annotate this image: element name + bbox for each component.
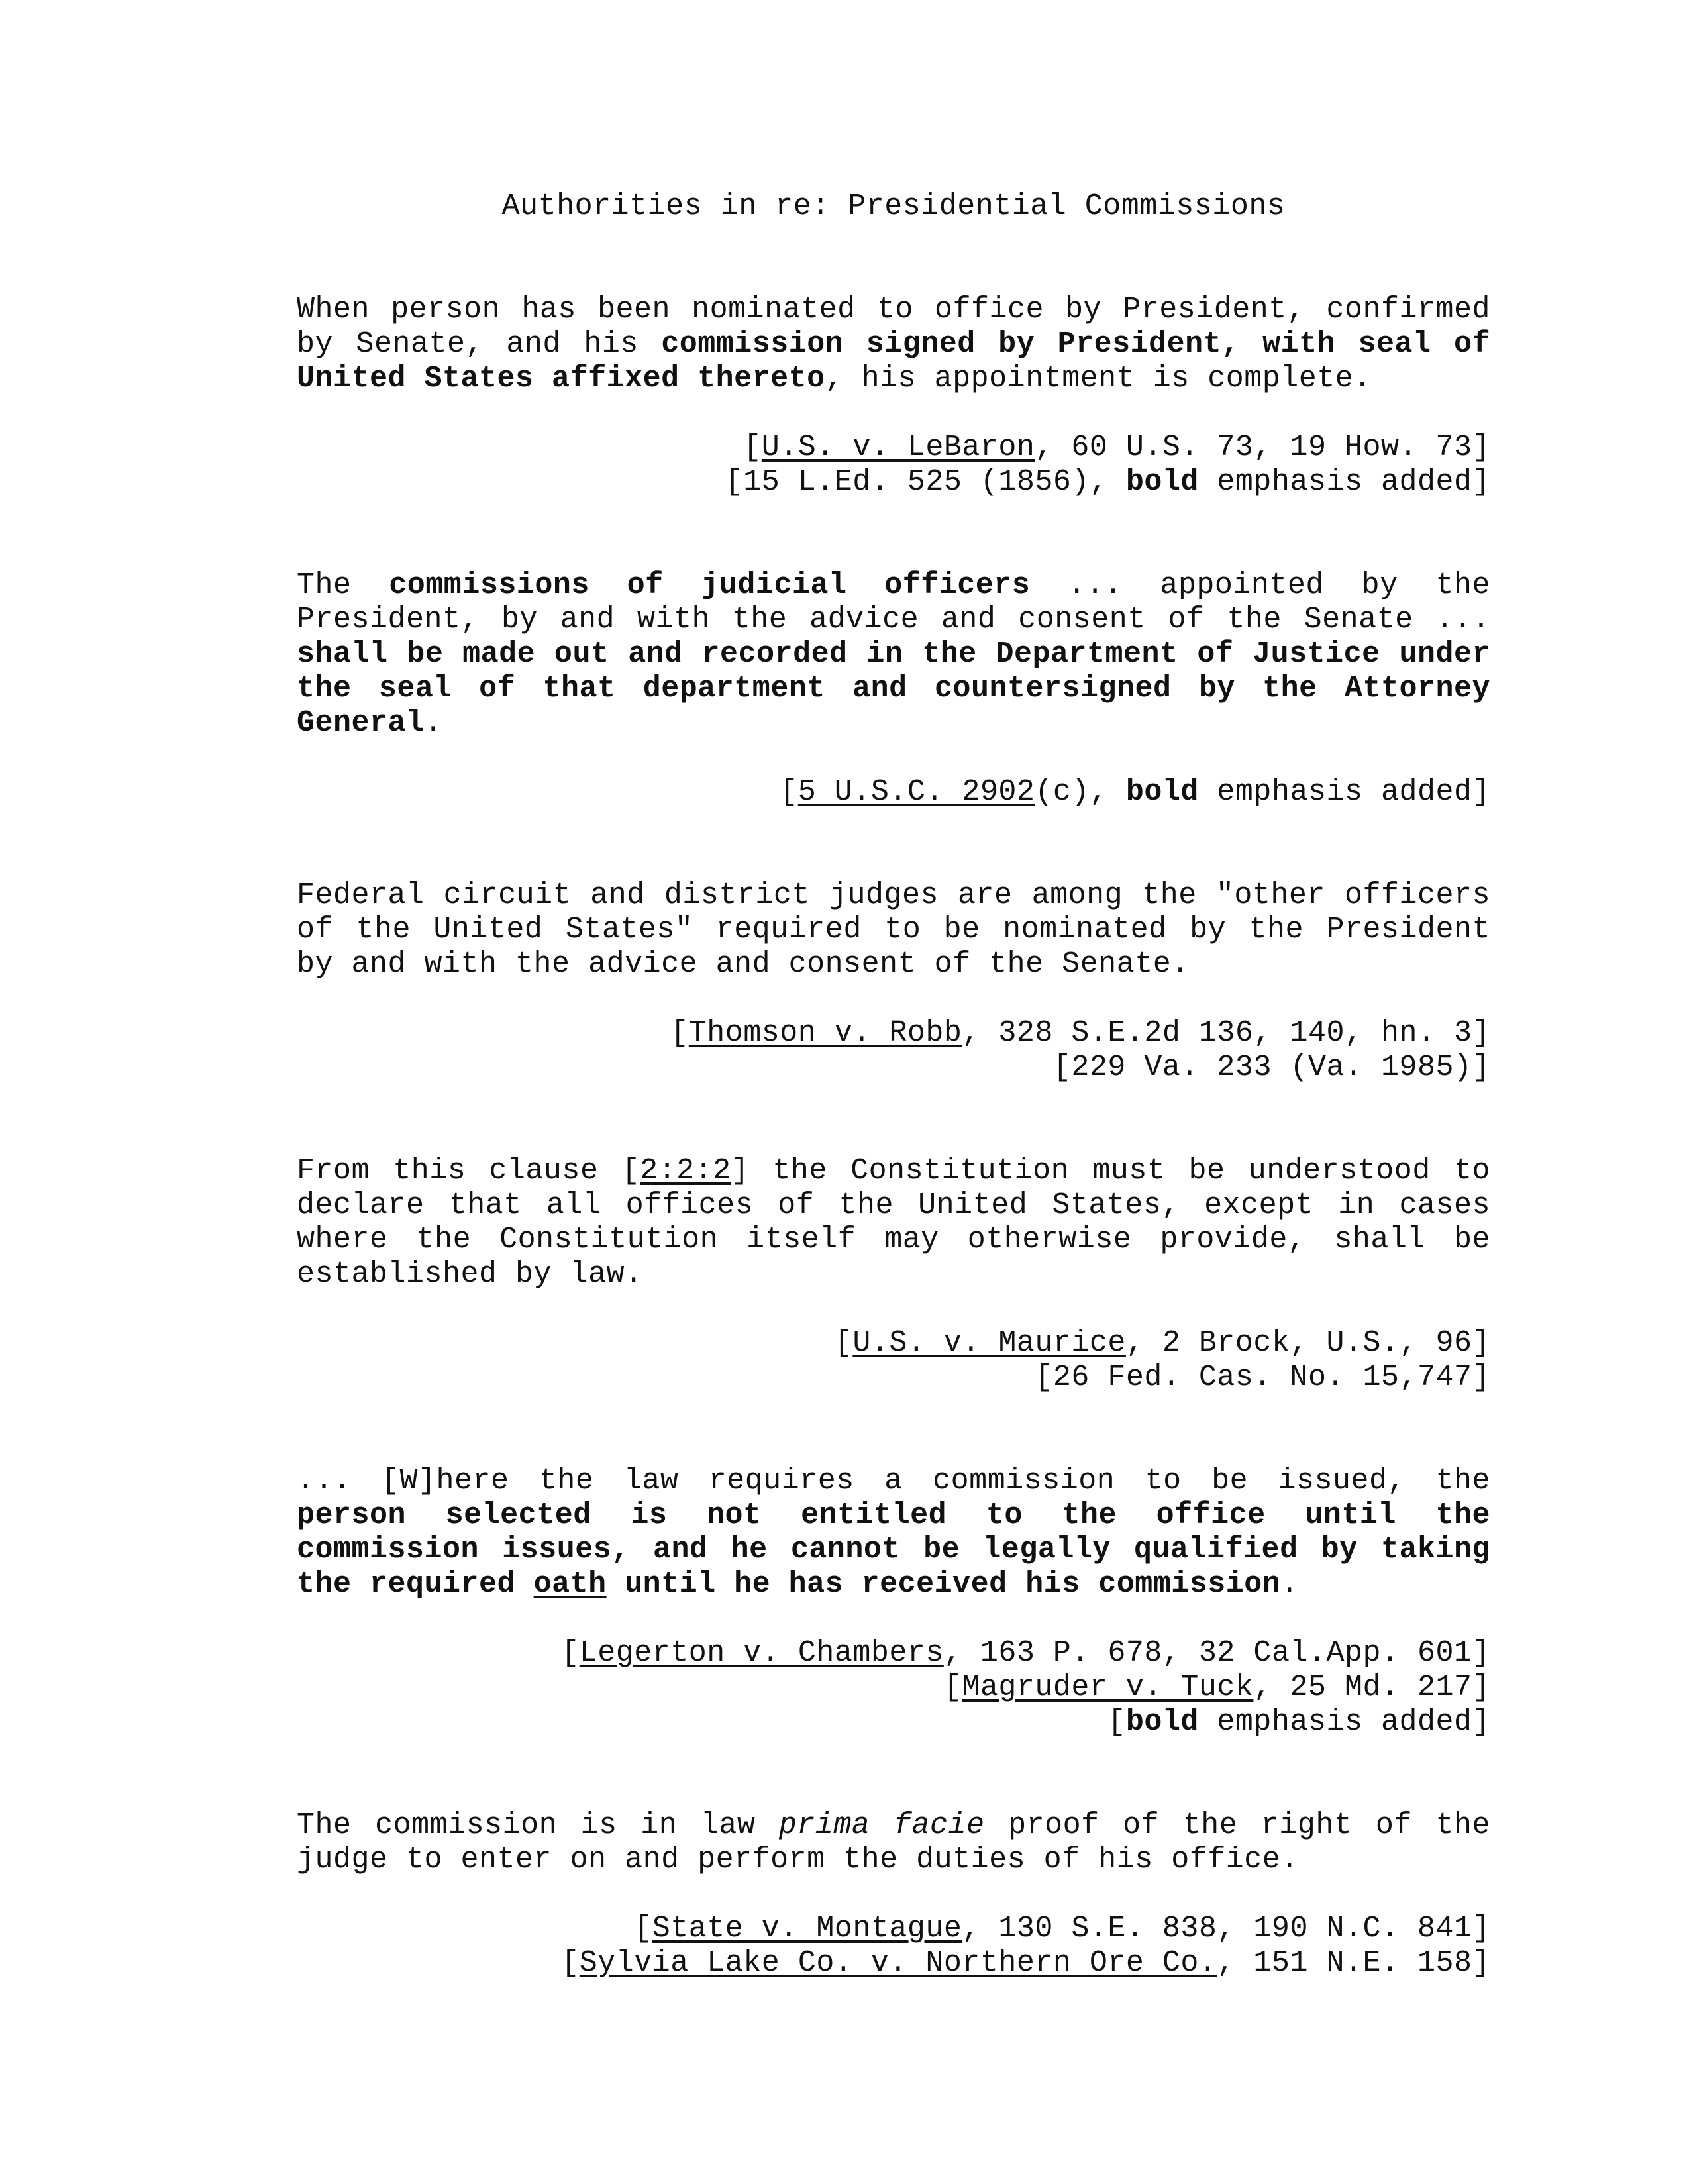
- citation-line: [229 Va. 233 (Va. 1985)]: [1052, 1051, 1490, 1084]
- case-name: State v. Montague: [652, 1912, 962, 1946]
- authority-section-4: [297, 1154, 1490, 1395]
- authority-section-2: [297, 568, 1490, 809]
- authority-section-3: [297, 878, 1490, 1085]
- citation-line: [Legerton v. Chambers, 163 P. 678, 32 Cal.App. 601]: [561, 1636, 1490, 1670]
- authority-text: When person has been nominated to office by President, confirmed by Senate, and his commission signed by President, with seal of United States affixed thereto, his appointment is complete.: [297, 293, 1490, 395]
- citation-line: [State v. Montague, 130 S.E. 838, 190 N.C. 841]: [634, 1912, 1490, 1946]
- oath-reference: oath: [533, 1567, 607, 1601]
- authority-text: The commission is in law prima facie proof of the right of the judge to enter on and perform the duties of his office.: [297, 1808, 1490, 1877]
- citation-line: [U.S. v. LeBaron, 60 U.S. 73, 19 How. 73]: [743, 431, 1490, 464]
- citation-line: [Sylvia Lake Co. v. Northern Ore Co., 151 N.E. 158]: [561, 1946, 1490, 1980]
- authority-section-6: [297, 1808, 1490, 1981]
- constitution-reference: 2:2:2: [640, 1154, 731, 1188]
- case-name: U.S. v. LeBaron: [761, 431, 1035, 464]
- authority-text: The commissions of judicial officers ... appointed by the President, by and with the advice and consent of the Senate ... shall be made out and recorded in the Department of Justice under the seal of that department and countersigned by the Attorney General.: [297, 568, 1490, 740]
- case-name: Legerton v. Chambers: [579, 1636, 944, 1670]
- authority-section-1: [297, 293, 1490, 499]
- case-name: Thomson v. Robb: [688, 1016, 962, 1050]
- authority-text: ... [W]here the law requires a commission to be issued, the person selected is not entitled to the office until the commission issues, and he cannot be legally qualified by taking the required oath until he has received his commission.: [297, 1464, 1490, 1601]
- citation-line: [Magruder v. Tuck, 25 Md. 217]: [943, 1671, 1490, 1704]
- authority-text: Federal circuit and district judges are among the "other officers of the United States" required to be nominated by the President by and with the advice and consent of the Senate.: [297, 878, 1490, 981]
- citation-line: [5 U.S.C. 2902(c), bold emphasis added]: [780, 775, 1490, 809]
- case-name: Magruder v. Tuck: [962, 1671, 1254, 1704]
- citation-line: [U.S. v. Maurice, 2 Brock, U.S., 96]: [834, 1326, 1490, 1360]
- authority-section-5: [297, 1464, 1490, 1740]
- case-name: Sylvia Lake Co. v. Northern Ore Co.: [579, 1946, 1217, 1980]
- citation-line: [bold emphasis added]: [1107, 1705, 1490, 1739]
- case-name: U.S. v. Maurice: [852, 1326, 1126, 1360]
- citation-line: [Thomson v. Robb, 328 S.E.2d 136, 140, hn. 3]: [670, 1016, 1490, 1050]
- citation-line: [26 Fed. Cas. No. 15,747]: [1035, 1361, 1490, 1394]
- statute-reference: 5 U.S.C. 2902: [797, 775, 1035, 809]
- authority-text: From this clause [2:2:2] the Constitution must be understood to declare that all offices of the United States, except in cases where the Constitution itself may otherwise provide, shall be established by law.: [297, 1154, 1490, 1291]
- citation-line: [15 L.Ed. 525 (1856), bold emphasis added]: [725, 465, 1490, 499]
- page-title: Authorities in re: Presidential Commissions: [501, 189, 1286, 223]
